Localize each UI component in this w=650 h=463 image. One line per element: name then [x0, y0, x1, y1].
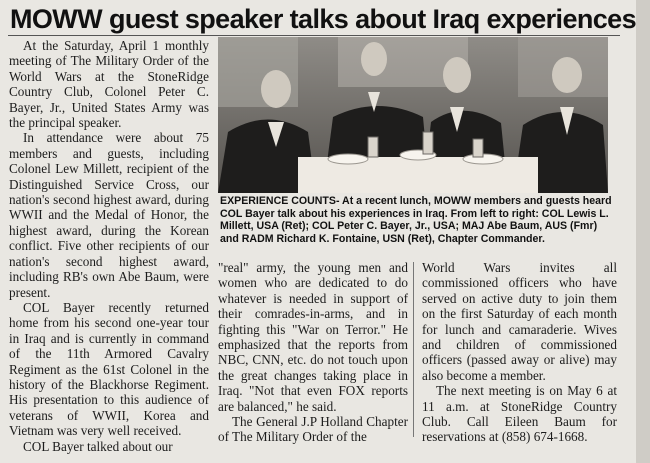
group-photo	[218, 37, 608, 193]
paragraph: The next meeting is on May 6 at 11 a.m. at StoneRidge Country Club. Call Eileen Baum for reservations at (858) 674-1668.	[422, 383, 617, 445]
paragraph: "real" army, the young men and women who are dedicated to do whatever is needed in support of their comrades-in-arms, and in fighting this "War on Terror." He emphasized that the reports from NBC, CNN, etc. do not touch upon the great changes taking place in Iraq. "Not that even FOX reports are balanced," he said.	[218, 260, 408, 414]
paragraph: In attendance were about 75 members and guests, including Colonel Lew Millett, recipient of the Distinguished Service Cross, our nation's second highest award, during WWII and the Medal of Honor, the highest award, during the Korean conflict. Five other recipients of our nation's second highest award, including RB's own Abe Baum, were present.	[9, 130, 209, 300]
article-column-3	[422, 260, 617, 445]
article-column-2	[218, 260, 408, 445]
paragraph: At the Saturday, April 1 monthly meeting of The Military Order of the World Wars at the StoneRidge Country Club, Colonel Peter C. Bayer, Jr., United States Army was the principal speaker.	[9, 38, 209, 131]
article-column-1	[9, 38, 209, 454]
headline: MOWW guest speaker talks about Iraq experiences	[10, 4, 637, 34]
scan-edge	[636, 0, 650, 463]
paragraph: The General J.P Holland Chapter of The Military Order of the	[218, 414, 408, 445]
paragraph: COL Bayer recently returned home from his second one-year tour in Iraq and is currently in command of the 11th Armored Cavalry Regiment as the 61st Colonel in the history of the Blackhorse Regiment. His presentation to this audience of veterans of WWII, Korea and Vietnam was very well received.	[9, 299, 209, 439]
photo-caption: EXPERIENCE COUNTS- At a recent lunch, MOWW members and guests heard COL Bayer talk about his experiences in Iraq. From left to right: COL Lewis L. Millett, USA (Ret); COL Peter C. Bayer, Jr., USA; MAJ Abe Baum, AUS (Fmr) and RADM Richard K. Fontaine, USN (Ret), Chapter Commander.	[220, 195, 612, 245]
column-divider	[413, 262, 414, 437]
paragraph: COL Bayer talked about our	[23, 438, 173, 454]
paragraph: World Wars invites all commissioned officers who have served on active duty to join them on the first Saturday of each month for lunch and camaraderie. Wives and children of commissioned officers (passed away or alive) may also become a member.	[422, 260, 617, 383]
headline-rule	[8, 35, 620, 36]
